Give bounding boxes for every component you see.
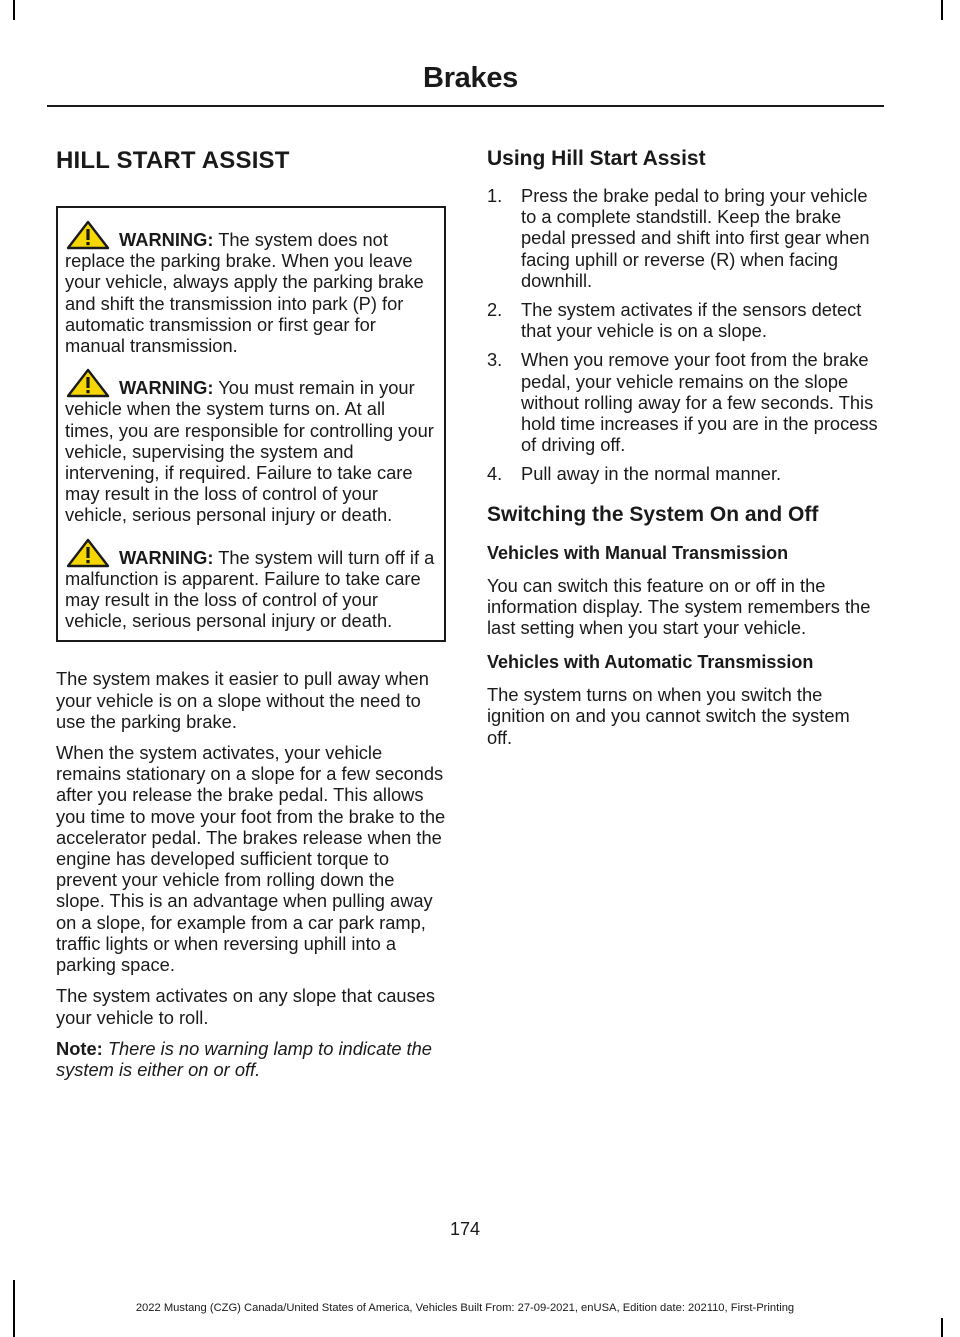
footer-text: 2022 Mustang (CZG) Canada/United States of America, Vehicles Built From: 27-09-2021, enUSA, Edition date: 202110, First-Printing [135,1302,795,1314]
note-label: Note: [56,1037,103,1059]
paragraph-intro: The system makes it easier to pull away when your vehicle is on a slope without the need to use the parking brake. [56,668,429,732]
crop-mark-top-left [13,0,15,20]
note-text: There is no warning lamp to indicate the system is either on or off. [56,1037,432,1080]
warning-box [56,206,446,642]
switching-heading: Switching the System On and Off [487,502,819,526]
warning-triangle-icon [66,220,110,250]
warning-2 [65,368,437,525]
step-number: 2. [487,299,503,321]
step-text: When you remove your foot from the brake pedal, your vehicle remains on the slope without rolling away for a few seconds. This hold time increases if you are in the process of driving off. [521,349,878,456]
warning-1 [65,220,437,356]
step-number: 4. [487,463,503,485]
right-column [487,146,879,748]
paragraph-slope: The system activates on any slope that causes your vehicle to roll. [56,985,436,1028]
warning-3 [65,538,437,632]
warning-label: WARNING: [119,229,214,250]
crop-mark-top-right [941,0,943,20]
page-header-title: Brakes [423,62,518,94]
step-number: 3. [487,349,503,371]
warning-text: You must remain in your vehicle when the system turns on. At all times, you are responsible for controlling your vehicle, supervising the system and intervening, if required. Failure to take care may result in the loss of control of your vehicle, serious personal injury or death. [65,377,434,526]
manual-heading: Vehicles with Manual Transmission [487,542,789,563]
warning-label: WARNING: [119,546,214,568]
steps-list [487,185,879,485]
manual-text: You can switch this feature on or off in the information display. The system remembers the last setting when you start your vehicle. [487,574,871,639]
section-heading: HILL START ASSIST [56,147,290,174]
warning-text: The system will turn off if a malfunction is apparent. Failure to take care may result in the loss of control of your vehicle, serious personal injury or death. [65,546,435,632]
paragraph-activation: When the system activates, your vehicle remains stationary on a slope for a few seconds after you release the brake pedal. This allows you time to move your foot from the brake to the accelerator pedal. The brakes release when the engine has developed sufficient torque to prevent your vehicle from rolling down the slope. This is an advantage when pulling away on a slope, for example from a car park ramp, traffic lights or when reversing uphill into a parking space. [56,742,446,976]
left-column [56,146,446,1080]
warning-label: WARNING: [119,377,214,399]
page-number: 174 [449,1219,481,1239]
using-heading: Using Hill Start Assist [487,147,706,170]
warning-triangle-icon [66,538,110,568]
step-text: The system activates if the sensors detect that your vehicle is on a slope. [521,299,862,342]
list-item [487,185,879,291]
crop-mark-bottom-right [941,1318,943,1337]
list-item [487,349,879,455]
list-item [487,299,879,341]
note [56,1038,446,1080]
step-text: Press the brake pedal to bring your vehicle to a complete standstill. Keep the brake pedal pressed and shift into first gear when facing uphill or reverse (R) when facing downhill. [521,185,870,291]
step-number: 1. [487,185,503,206]
automatic-text: The system turns on when you switch the ignition on and you cannot switch the system off. [487,684,850,748]
warning-text: The system does not replace the parking brake. When you leave your vehicle, always apply the parking brake and shift the transmission into park (P) for automatic transmission or first gear for manual transmission. [65,229,424,357]
list-item [487,463,879,484]
warning-triangle-icon [66,368,110,398]
header-divider [47,105,884,107]
automatic-heading: Vehicles with Automatic Transmission [487,652,814,673]
step-text: Pull away in the normal manner. [521,463,782,485]
